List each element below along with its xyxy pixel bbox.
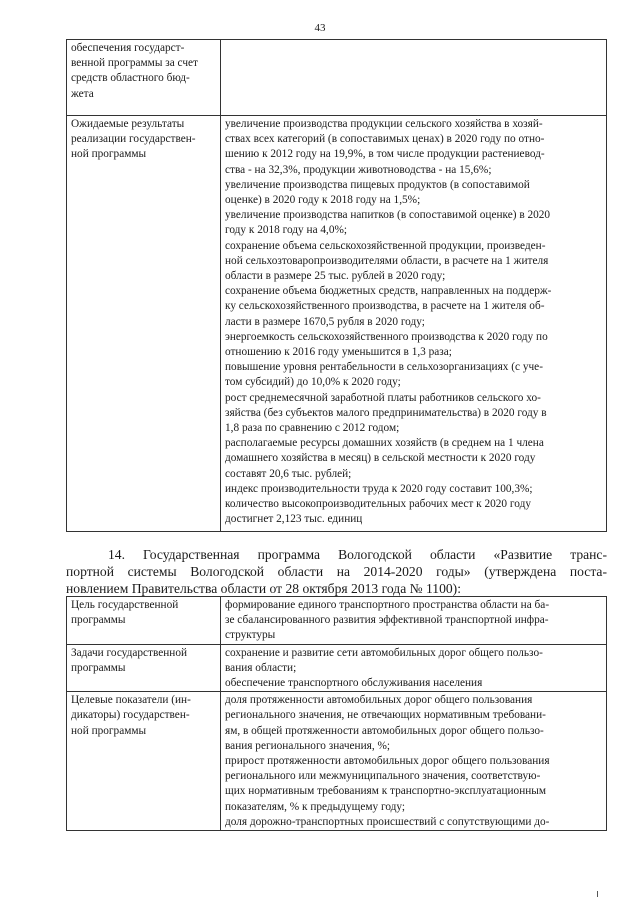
text-line: доля протяженности автомобильных дорог общего пользования [225, 694, 533, 707]
text-line: показателям, % к предыдущему году; [225, 800, 406, 813]
text-line: обеспечения государст- [71, 42, 185, 54]
text-line: увеличение производства напитков (в сопоставимой оценке) в 2020 [225, 209, 551, 222]
text-line: зе сбалансированного развития эффективной транспортной инфра- [225, 614, 549, 627]
tasks-label-cell [67, 644, 221, 692]
goal-value-cell [221, 597, 607, 645]
text-line: регионального или межмуниципального значения, соответствую- [225, 770, 541, 783]
goal-label-cell [67, 597, 221, 645]
text-line: формирование единого транспортного пространства области на ба- [225, 599, 550, 611]
text-line: сохранение объема сельскохозяйственной продукции, произведен- [225, 239, 546, 252]
text-line: ства - на 32,3%, продукции животноводства - на 15,6%; [225, 163, 492, 176]
text-line: сохранение объема бюджетных средств, направленных на поддерж- [225, 285, 552, 298]
text-line: реализации государствен- [71, 133, 196, 146]
text-line: домашнего хозяйства в месяц) в сельской местности к 2020 году [225, 452, 536, 465]
funding-label-cell [67, 40, 221, 116]
text-line: вания регионального значения, %; [225, 739, 391, 752]
text-line: энергоемкость сельскохозяйственного производства к 2020 году по [225, 330, 548, 343]
text-line: ку сельскохозяйственного производства, в расчете на 1 жителя об- [225, 300, 545, 313]
text-line: располагаемые ресурсы домашних хозяйств (в среднем на 1 члена [225, 437, 544, 450]
text-line: программы [71, 661, 126, 674]
tasks-value-cell [221, 644, 607, 692]
text-line: ласти в размере 1670,5 рубля в 2020 году; [225, 315, 425, 328]
text-line: Ожидаемые результаты [71, 118, 185, 130]
text-line: ствах всех категорий (в сопоставимых ценах) в 2020 году по отно- [225, 133, 545, 146]
expected-results-value-cell [221, 116, 607, 532]
scan-mark [597, 891, 598, 897]
text-line: году к 2018 году на 4,0%; [225, 224, 348, 237]
text-line: ной программы [71, 724, 147, 737]
text-line: количество высокопроизводительных рабочих мест к 2020 году [225, 498, 531, 511]
table-row [67, 116, 607, 532]
text-line: сохранение и развитие сети автомобильных дорог общего пользо- [225, 646, 543, 659]
text-line: регионального значения, не отвечающих нормативным требовани- [225, 709, 546, 722]
indicators-value-cell [221, 692, 607, 831]
text-line: дикаторы) государствен- [71, 709, 190, 722]
text-line: области в размере 25 тыс. рублей в 2020 году; [225, 270, 446, 283]
text-line: том субсидий) до 10,0% к 2020 году; [225, 376, 401, 389]
text-line: венной программы за счет [71, 57, 198, 70]
text-line: средств областного бюд- [71, 72, 190, 85]
text-line: оценке) в 2020 году к 2018 году на 1,5%; [225, 194, 421, 207]
text-line: повышение уровня рентабельности в сельхозорганизациях (с уче- [225, 361, 543, 374]
text-line: ям, в общей протяженности автомобильных дорог общего пользо- [225, 724, 544, 737]
text-line: ной программы [71, 148, 147, 161]
text-line: отношению к 2016 году уменьшится в 1,3 раза; [225, 346, 452, 359]
indicators-label-cell [67, 692, 221, 831]
heading-line: новлением Правительства области от 28 октября 2013 года № 1100): [66, 581, 461, 596]
text-line: ной сельхозтоваропроизводителями области, в расчете на 1 жителя [225, 254, 549, 267]
text-line: зяйства (без субъектов малого предпринимательства) в 2020 году в [225, 406, 547, 419]
text-line: структуры [225, 629, 276, 642]
agriculture-program-table [66, 39, 607, 532]
text-line: Целевые показатели (ин- [71, 694, 191, 707]
text-line: жета [71, 87, 94, 100]
table-row [67, 40, 607, 116]
heading-line: портной системы Вологодской области на 2014-2020 годы» (утверждена поста- [66, 564, 607, 579]
text-line: Цель государственной [71, 599, 179, 611]
text-line: увеличение производства пищевых продуктов (в сопоставимой [225, 178, 530, 191]
text-line: составят 20,6 тыс. рублей; [225, 467, 352, 480]
text-line: щих нормативным требованиям к транспортно-эксплуатационным [225, 785, 547, 798]
text-line: доля дорожно-транспортных происшествий с сопутствующими до- [225, 815, 550, 828]
text-line: 1,8 раза по сравнению с 2012 годом; [225, 422, 400, 435]
text-line: прирост протяженности автомобильных дорог общего пользования [225, 755, 550, 768]
text-line: шению к 2012 году на 19,9%, в том числе продукции растениевод- [225, 148, 545, 161]
text-line: индекс производительности труда к 2020 году составит 100,3%; [225, 482, 533, 495]
text-line: увеличение производства продукции сельского хозяйства в хозяй- [225, 118, 543, 130]
table-row [67, 692, 607, 831]
expected-results-label-cell [67, 116, 221, 532]
page-number: 43 [314, 22, 326, 34]
text-line: рост среднемесячной заработной платы работников сельского хо- [225, 391, 541, 404]
text-line: Задачи государственной [71, 646, 188, 659]
text-line: достигнет 2,123 тыс. единиц [225, 513, 363, 526]
funding-value-cell [221, 40, 607, 116]
text-line: программы [71, 614, 126, 627]
heading-line: 14. Государственная программа Вологодской области «Развитие транс- [108, 547, 607, 562]
section-heading [66, 546, 607, 597]
text-line: вания области; [225, 661, 297, 674]
table-row [67, 597, 607, 645]
transport-program-table [66, 596, 607, 831]
text-line: обеспечение транспортного обслуживания населения [225, 677, 483, 690]
table-row [67, 644, 607, 692]
